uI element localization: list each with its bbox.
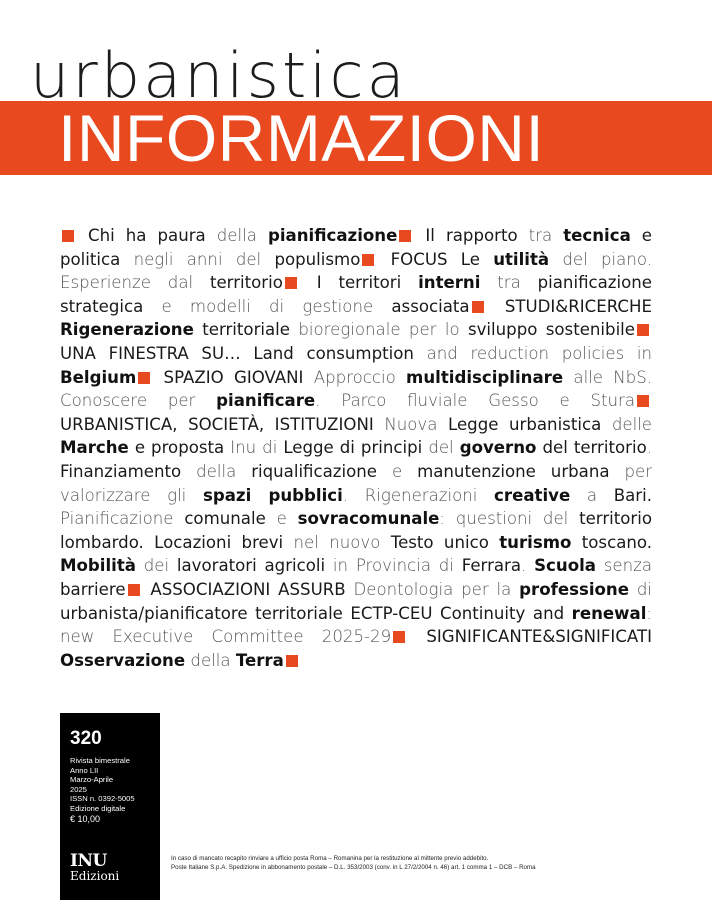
- toc-text-segment: sviluppo sostenibile: [467, 320, 635, 340]
- toc-text-segment: a: [570, 485, 614, 505]
- toc-text-segment: comunale: [184, 509, 277, 529]
- toc-text-segment: e proposta: [128, 438, 231, 458]
- orange-square-bullet-icon: [286, 655, 298, 667]
- postal-notice-line: In caso di mancato recapito rinviare a ufficio posta Roma – Romanina per la restituzione al mittente previo addebito.: [171, 855, 489, 862]
- toc-text-segment: della: [185, 650, 236, 670]
- issue-number: 320: [70, 728, 102, 749]
- toc-text-segment: SIGNIFICANTE&SIGNIFICATI: [426, 627, 652, 647]
- toc-text-segment: tra: [480, 273, 538, 293]
- toc-text-segment: e modelli di gestione: [161, 296, 392, 316]
- orange-square-bullet-icon: [637, 324, 649, 336]
- toc-text-segment: manutenzione urbana: [417, 461, 625, 481]
- toc-text-segment: Marche: [60, 438, 129, 458]
- toc-text-segment: sovracomunale: [297, 509, 440, 529]
- orange-square-bullet-icon: [393, 631, 405, 643]
- toc-text-segment: riqualificazione: [251, 461, 392, 481]
- orange-square-bullet-icon: [138, 372, 150, 384]
- toc-text-segment: tecnica: [563, 226, 631, 245]
- toc-text-segment: negli anni del: [133, 249, 275, 269]
- issue-meta: [70, 756, 158, 825]
- toc-text-segment: Rigenerazione: [60, 320, 194, 340]
- toc-text-segment: FOCUS Le: [390, 249, 494, 269]
- toc-text-segment: Scuola: [534, 556, 596, 576]
- toc-text-segment: Nuova: [384, 414, 448, 434]
- toc-text-segment: utilità: [493, 249, 550, 269]
- toc-text-segment: creative: [494, 485, 571, 505]
- toc-text-segment: senza: [595, 556, 653, 576]
- toc-text-segment: toscano.: [571, 532, 653, 552]
- toc-text-segment: Terra: [235, 650, 284, 670]
- table-of-contents: [60, 224, 652, 672]
- issue-meta-line: Marzo-Aprile: [70, 775, 114, 785]
- toc-text-segment: alle NbS. Conoscere: [60, 367, 653, 411]
- toc-text-segment: Chi ha paura: [88, 226, 217, 245]
- toc-text-segment: Ferrara: [461, 556, 522, 576]
- toc-text-segment: territorio: [209, 273, 283, 293]
- toc-text-segment: . Parco fluviale Gesso e Stura: [315, 391, 636, 411]
- toc-text-segment: e: [391, 461, 418, 481]
- issue-meta-line: ISSN n. 0392-5005: [70, 794, 135, 804]
- toc-text-segment: tra: [528, 226, 564, 245]
- publisher-logo-edizioni: Edizioni: [70, 869, 120, 883]
- toc-text-segment: I territori: [316, 273, 419, 293]
- toc-text-segment: per valorizzare gli: [60, 461, 653, 505]
- toc-text-segment: : questioni del: [439, 509, 580, 529]
- toc-text-segment: in Provincia di: [332, 556, 462, 576]
- toc-text-segment: .: [521, 556, 535, 576]
- toc-text-segment: URBANISTICA, SOCIETÀ, ISTITUZIONI: [60, 414, 385, 434]
- toc-text-segment: Legge di principi: [283, 438, 429, 458]
- toc-text-segment: UNA FINESTRA SU… Land consumption: [60, 343, 427, 363]
- issue-meta-line: 2025: [70, 784, 87, 794]
- orange-square-bullet-icon: [637, 395, 649, 407]
- toc-text-segment: urbanista/pianificatore territoriale ECTP-CEU Continuity and: [60, 603, 572, 623]
- toc-text-segment: : new Executive Committee 2025-29: [60, 603, 652, 647]
- toc-text-segment: del: [428, 438, 460, 458]
- toc-text-segment: populismo: [274, 249, 361, 269]
- publisher-logo: [70, 853, 119, 883]
- issue-price: € 10,00: [70, 813, 101, 824]
- orange-square-bullet-icon: [399, 230, 411, 242]
- toc-text-segment: della: [216, 226, 268, 245]
- toc-text-segment: interni: [418, 273, 481, 293]
- toc-text-segment: STUDI&RICERCHE: [504, 296, 652, 316]
- toc-text-segment: governo: [459, 438, 537, 458]
- toc-text-segment: nel nuovo: [293, 532, 391, 552]
- toc-text-segment: e: [276, 509, 298, 529]
- toc-text-segment: Approccio: [313, 367, 407, 387]
- toc-text-segment: e politica: [60, 226, 653, 269]
- toc-text-segment: Mobilità: [60, 556, 136, 576]
- issue-meta-line: Anno LII: [70, 765, 99, 775]
- toc-text-segment: Testo unico: [390, 532, 500, 552]
- masthead-title-main: INFORMAZIONI: [58, 101, 545, 175]
- toc-text-segment: turismo: [499, 532, 572, 552]
- toc-text-segment: and reduction policies in: [426, 343, 653, 363]
- toc-text-segment: bioregionale per lo: [298, 320, 468, 340]
- issue-meta-line: Rivista bimestrale: [70, 756, 130, 765]
- toc-text-segment: pianificazione strategica: [60, 273, 653, 316]
- toc-text-segment: Osservazione: [60, 650, 186, 670]
- issue-meta-line: Edizione digitale: [70, 803, 126, 813]
- toc-text-segment: SPAZIO GIOVANI: [163, 367, 314, 387]
- toc-text-segment: Belgium: [60, 367, 137, 387]
- postal-notice-line: Poste Italiane S.p.A. Spedizione in abbonamento postale – D.L. 353/2003 (conv. in L 27/2/2004 n. 46) art. 1 comma 1 – DCB – Roma: [171, 863, 536, 871]
- toc-text-segment: Bari.: [613, 485, 652, 505]
- toc-text-segment: Deontologia per la: [353, 579, 520, 599]
- postal-notice: [171, 855, 691, 873]
- toc-text-segment: lavoratori agricoli: [176, 556, 333, 576]
- toc-text-segment: territoriale: [193, 320, 299, 340]
- toc-text-segment: del territorio: [536, 438, 647, 458]
- toc-text-segment: pianificare: [216, 391, 316, 411]
- toc-text-segment: del piano. Esperienze dal: [60, 249, 652, 293]
- toc-text-segment: . Rigenerazioni: [342, 485, 495, 505]
- toc-text-segment: dei: [136, 556, 177, 576]
- toc-text-segment: per: [167, 391, 217, 411]
- orange-square-bullet-icon: [128, 584, 140, 596]
- toc-text-segment: barriere: [60, 579, 126, 599]
- publisher-logo-inu: INU: [70, 851, 107, 871]
- toc-text-segment: territorio lombardo. Locazioni brevi: [60, 509, 653, 552]
- orange-square-bullet-icon: [472, 301, 484, 313]
- toc-text-segment: della: [196, 461, 252, 481]
- toc-text-segment: pianificazione: [267, 226, 398, 245]
- toc-text-segment: Finanziamento: [60, 461, 197, 481]
- toc-text-segment: Il rapporto: [425, 226, 529, 245]
- toc-text-segment: professione: [519, 579, 630, 599]
- toc-text-segment: delle: [611, 414, 652, 434]
- toc-text-segment: .: [646, 438, 653, 458]
- issue-info-box: [60, 713, 160, 900]
- orange-square-bullet-icon: [62, 230, 74, 242]
- orange-square-bullet-icon: [285, 277, 297, 289]
- toc-text-segment: di: [629, 579, 652, 599]
- toc-text-segment: spazi pubblici: [202, 485, 343, 505]
- masthead-title-top: urbanistica: [30, 39, 408, 112]
- toc-text-segment: renewal: [571, 603, 647, 623]
- toc-text-segment: associata: [391, 296, 470, 316]
- toc-text-segment: Inu di: [230, 438, 284, 458]
- toc-text-segment: multidisciplinare: [406, 367, 564, 387]
- toc-text-segment: Pianificazione: [60, 509, 185, 529]
- orange-square-bullet-icon: [362, 254, 374, 266]
- toc-text-segment: Legge urbanistica: [448, 414, 612, 434]
- toc-text-segment: ASSOCIAZIONI ASSURB: [150, 579, 354, 599]
